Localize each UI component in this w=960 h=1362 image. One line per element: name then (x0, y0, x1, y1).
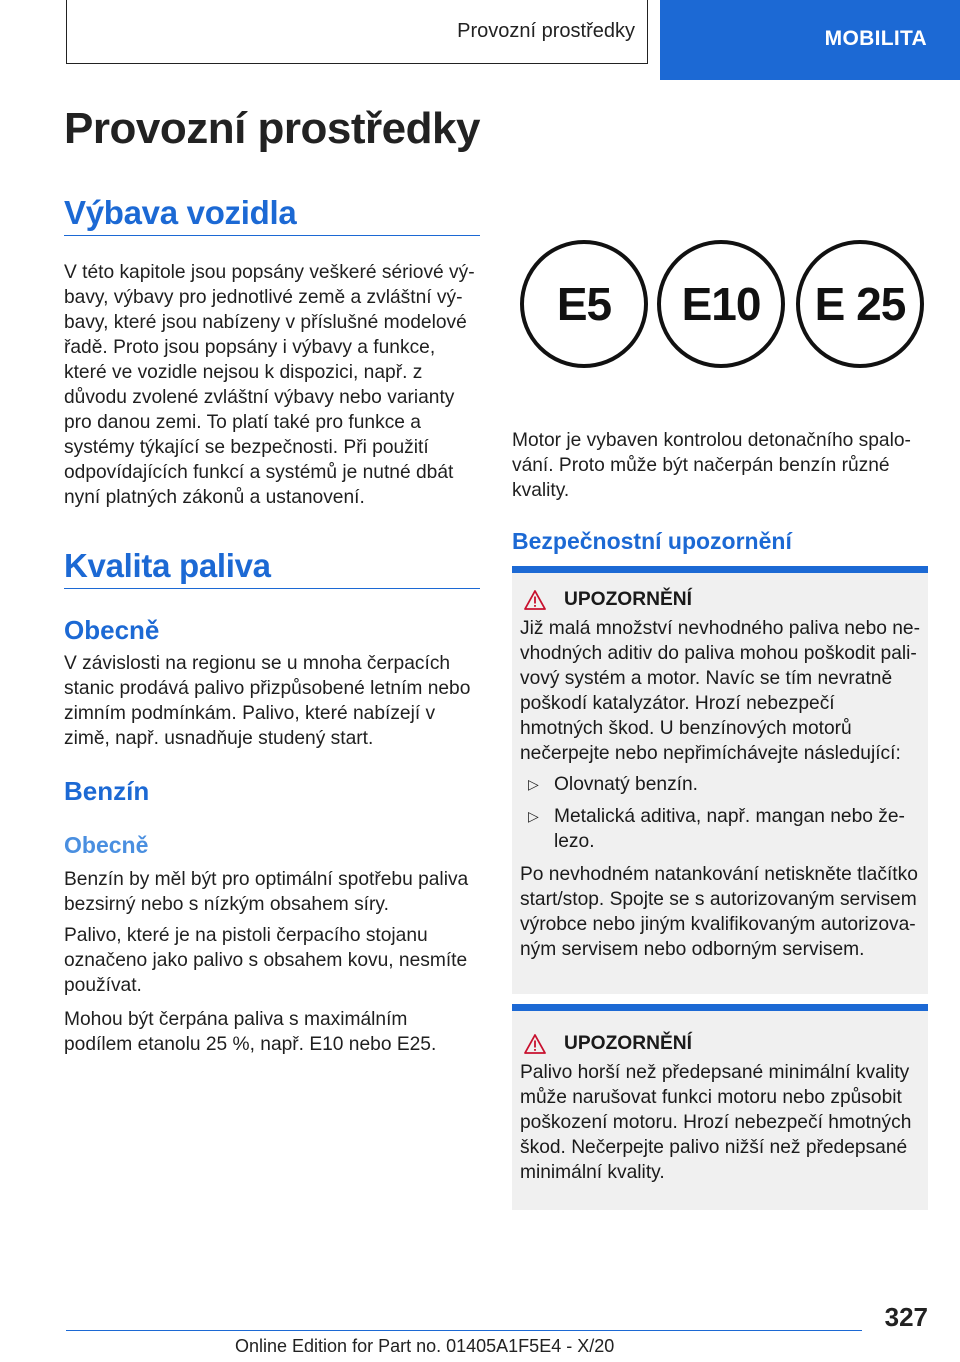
header-section-tab (66, 0, 648, 64)
warning-bar (512, 566, 928, 573)
kvalita-obecne-text: V závislosti na regionu se u mnoha čerpacích stanic prodává palivo přizpůsobené letním nebo zimním podmínkám. Palivo, které nabízejí v zimě, např. usnadňuje studený start. (64, 653, 471, 749)
warning-triangle-icon (524, 590, 546, 610)
footer-rule (66, 1330, 862, 1331)
fuel-badge-e25: E 25 (796, 240, 924, 368)
benzin-p2: Palivo, které je na pistoli čerpacího stojanu označeno jako palivo s obsahem kovu, nesmíte používat. (64, 925, 468, 996)
fuel-badge-e5: E5 (520, 240, 648, 368)
heading-vybava: Výbava vozidla (64, 194, 297, 231)
list-item: ▷ Olovnatý benzín. (528, 774, 698, 795)
bullet-triangle-icon: ▷ (528, 776, 539, 792)
page-title: Provozní prostředky (64, 104, 480, 153)
heading-benzin: Benzín (64, 776, 150, 806)
warning-triangle-icon (524, 1034, 546, 1054)
heading-benzin-obecne: Obecně (64, 832, 149, 858)
benzin-p3: Mohou být čerpána paliva s maximálním podílem etanolu 25 %, např. E10 nebo E25. (64, 1009, 437, 1055)
warning-outro: Po nevhodném natankování netiskněte tlačítko start/stop. Spojte se s autorizovaným servisem výrobce nebo jiným kvalifikovaným autorizovaným servisem nebo odborným servisem. (520, 864, 918, 960)
list-item: ▷ Metalická aditiva, např. mangan nebo železo. (528, 806, 905, 852)
warning-text: Palivo horší než předepsané minimální kvality může narušovat funkci motoru nebo způsobit poškození motoru. Hrozí nebezpečí hmotných škod. Nečerpejte palivo nižší než předepsané minimální kvality. (520, 1062, 912, 1183)
header-section-title: Provozní prostředky (457, 20, 635, 42)
heading-safety: Bezpečnostní upozornění (512, 528, 792, 554)
warning-intro: Již malá množství nevhodného paliva nebo nevhodných aditiv do paliva mohou poškodit palivový systém a motor. Navíc se tím nevratně poškodí katalyzátor. Hrozí nebezpečí hmotných škod. U benzínových motorů nečerpejte nebo nepřimíchávejte následující: (520, 618, 920, 764)
warning-box-1 (512, 566, 928, 994)
warning-title: UPOZORNĚNÍ (520, 589, 920, 611)
page-number: 327 (884, 1302, 928, 1332)
warning-title: UPOZORNĚNÍ (520, 1033, 920, 1055)
header-chapter-tab[interactable] (660, 0, 960, 80)
fuel-badge-e10: E10 (657, 240, 785, 368)
warning-bar (512, 1004, 928, 1011)
heading-obecne: Obecně (64, 615, 160, 645)
heading-rule (64, 588, 480, 589)
benzin-p1: Benzín by měl být pro optimální spotřebu paliva bezsirný nebo s nízkým obsahem síry. (64, 869, 469, 915)
warning-list (520, 772, 920, 854)
bullet-triangle-icon: ▷ (528, 808, 539, 824)
warning-box-2 (512, 1004, 928, 1210)
vybava-text: V této kapitole jsou popsány veškeré sériové výbavy, výbavy pro jednotlivé země a zvláštní výbavy, které jsou nabízeny v příslušné modelové řadě. Proto jsou popsány i výbavy a funkce, které ve vozidle nejsou k dispozici, např. z důvodu zvolené zvláštní výbavy nebo varianty pro danou zemi. To platí také pro funkce a systémy týkající se bezpečnosti. Při použití odpovídajících funkcí a systémů je nutné dbát nyní platných zákonů a ustanovení. (64, 262, 475, 508)
heading-kvalita: Kvalita paliva (64, 547, 271, 584)
motor-text: Motor je vybaven kontrolou detonačního spalování. Proto může být načerpán benzín různé kvality. (512, 430, 911, 501)
heading-rule (64, 235, 480, 236)
footer-edition: Online Edition for Part no. 01405A1F5E4 - X/20 (235, 1336, 615, 1356)
header-chapter-title: MOBILITA (824, 27, 927, 50)
